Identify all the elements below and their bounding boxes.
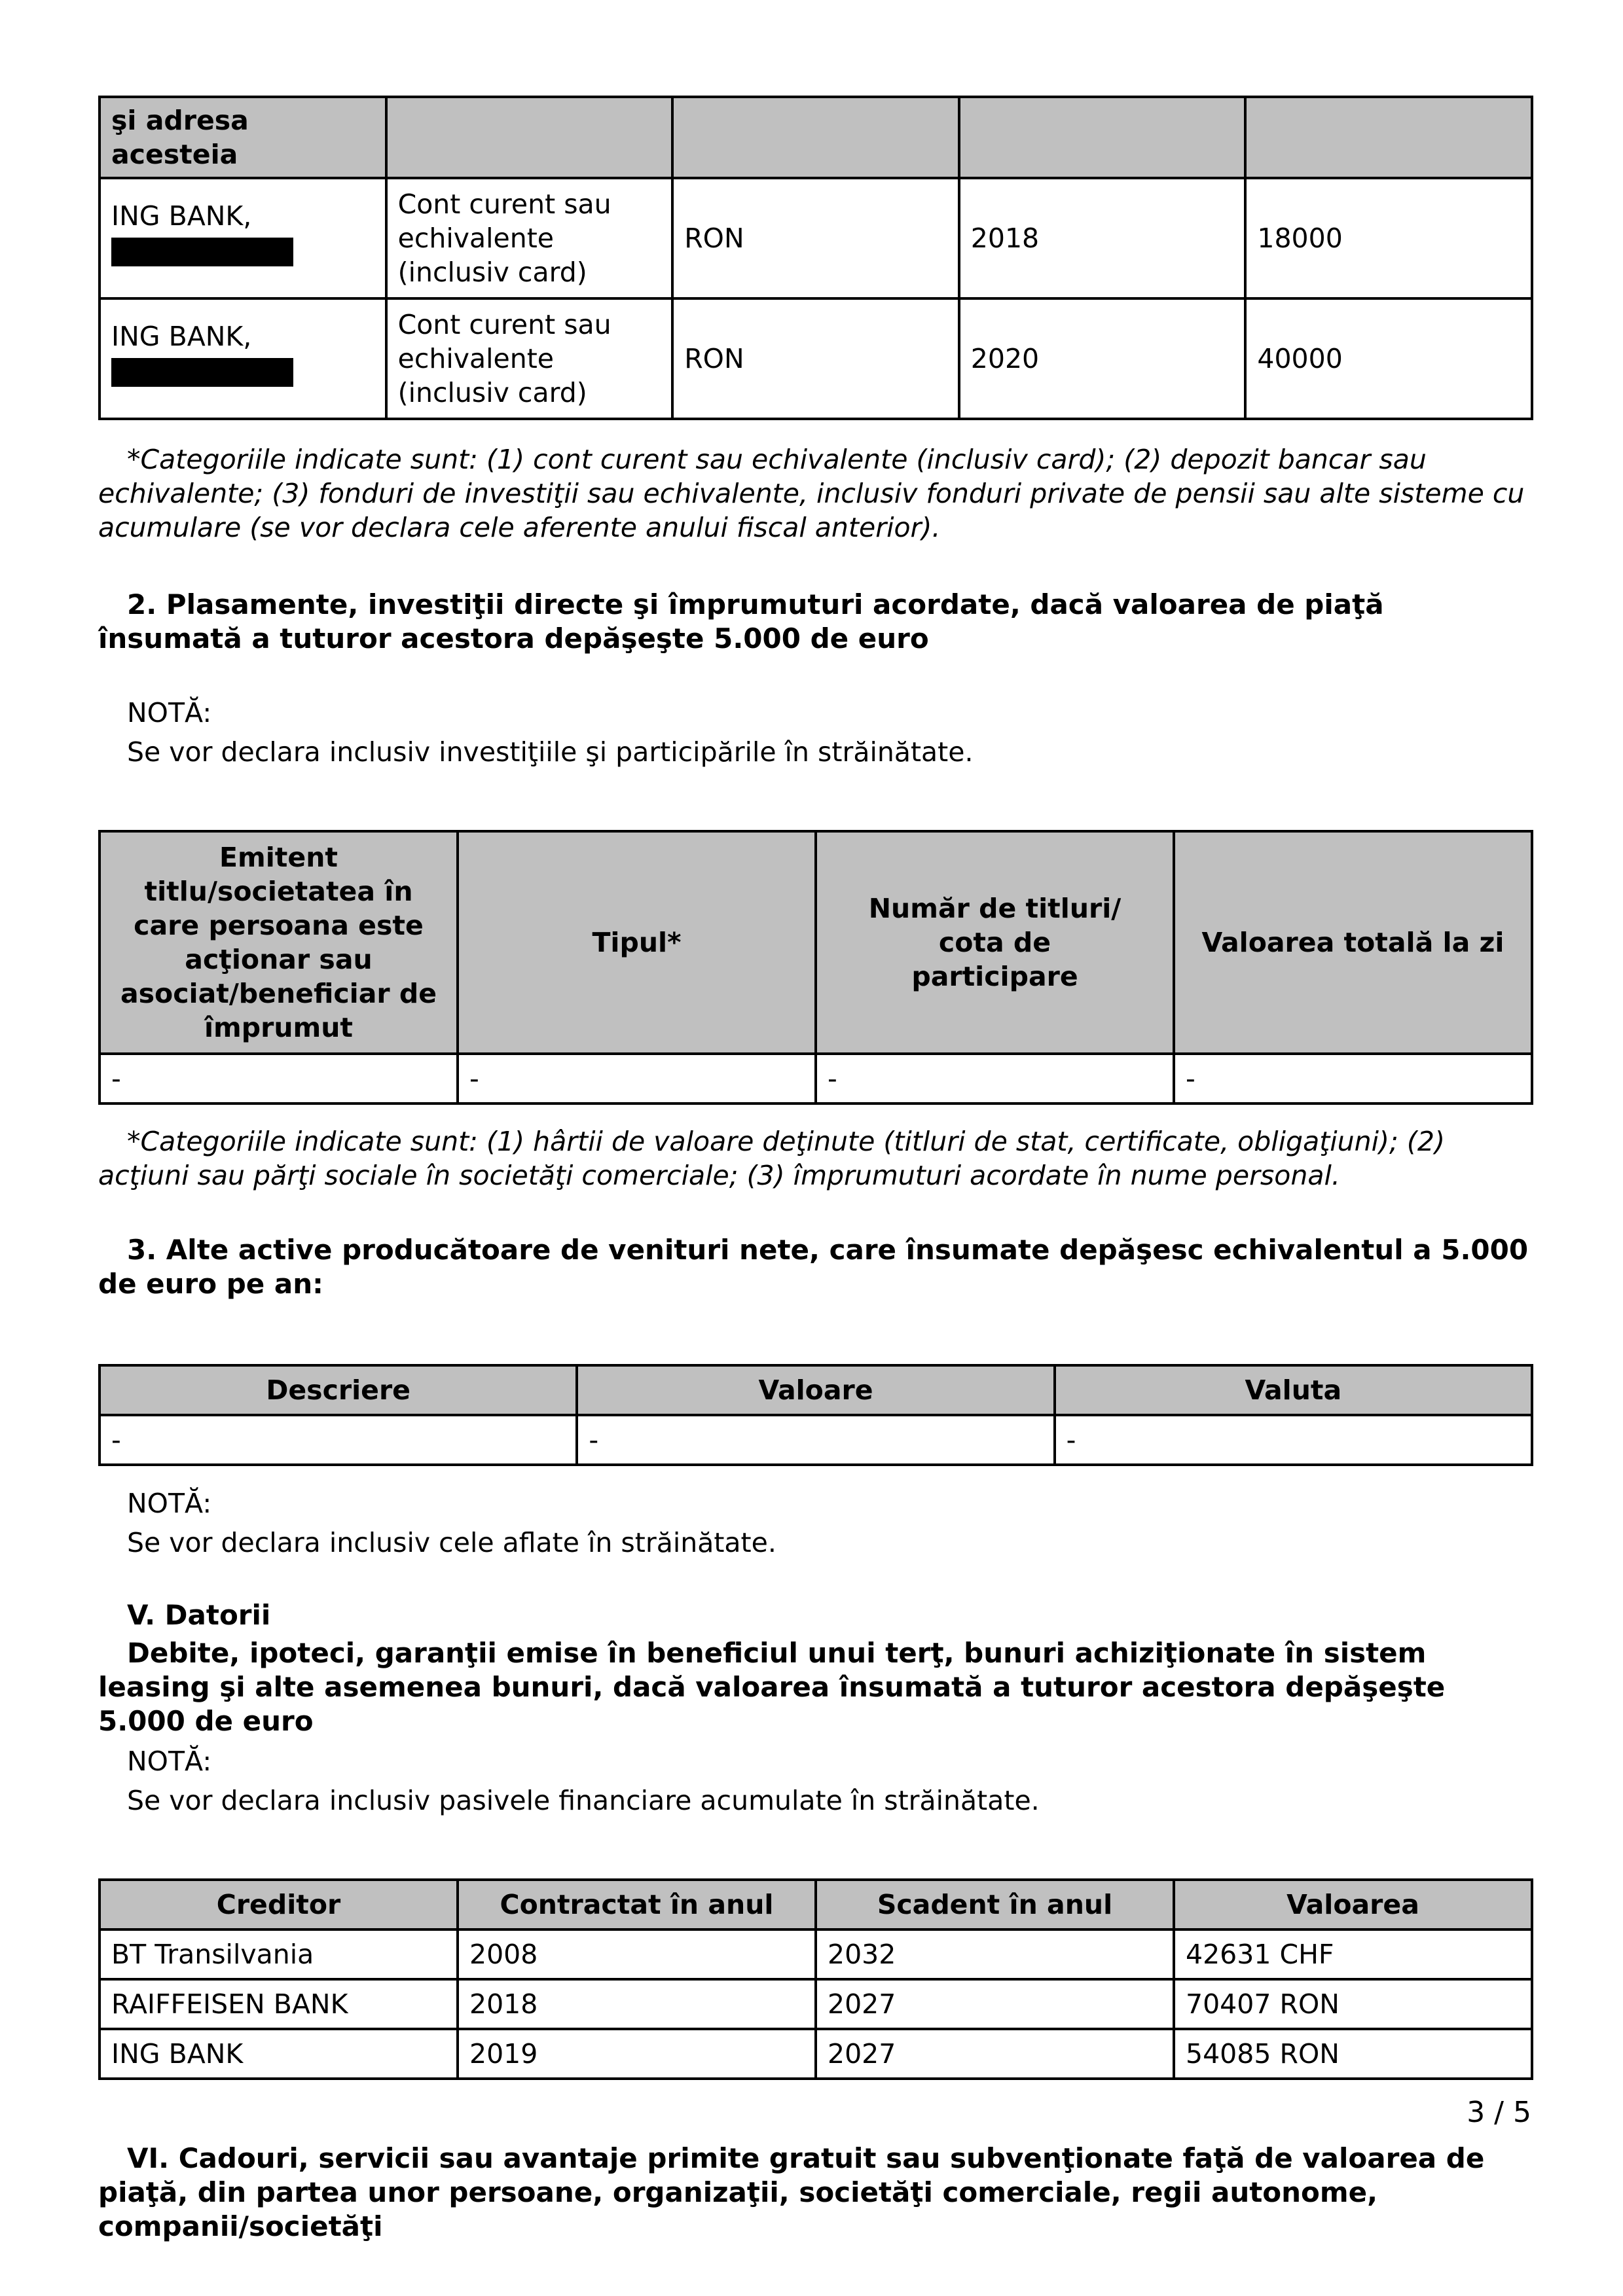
section-5-subtitle: Debite, ipoteci, garanţii emise în beneficiul unui terţ, bunuri achiziţionate în sistem leasing şi alte asemenea bunuri, dacă valoarea însumată a tuturor acestora depăşeşte 5.000 de euro: [98, 1637, 1446, 1737]
table-cell: -: [101, 1055, 456, 1102]
account-year: 2020: [960, 300, 1245, 418]
section-5-nota-label: NOTĂ:: [127, 1746, 212, 1777]
account-value: 18000: [1247, 179, 1531, 297]
creditor-cell: RAIFFEISEN BANK: [101, 1981, 456, 2028]
contracted-cell: 2008: [459, 1931, 814, 1978]
account-currency: RON: [674, 179, 958, 297]
debts-table: [98, 1878, 1533, 2080]
section-6-title: VI. Cadouri, servicii sau avantaje primite gratuit sau subvenţionate faţă de valoarea de piaţă, din partea unor persoane, organizaţii, societăţi comerciale, regii autonome, companii/societăţi: [98, 2142, 1485, 2242]
table-cell: -: [459, 1055, 814, 1102]
bank-name: ING BANK,: [111, 200, 252, 232]
debts-header-due: Scadent în anul: [817, 1881, 1173, 1928]
debts-header-value: Valoarea: [1175, 1881, 1531, 1928]
value-cell: 54085 RON: [1175, 2030, 1531, 2077]
section-2-title: 2. Plasamente, investiţii directe şi împrumuturi acordate, dacă valoarea de piaţă însumată a tuturor acestora depăşeşte 5.000 de euro: [98, 588, 1384, 655]
table-row: [101, 1055, 1531, 1102]
table-cell: -: [578, 1416, 1053, 1463]
contracted-cell: 2019: [459, 2030, 814, 2077]
section-3-nota-text: Se vor declara inclusiv cele aflate în străinătate.: [127, 1527, 776, 1558]
table-row: [101, 1981, 1531, 2028]
investments-header-count: Număr de titluri/ cota de participare: [817, 833, 1173, 1052]
redacted-address: [111, 238, 293, 266]
section-2-nota-text: Se vor declara inclusiv investiţiile şi participările în străinătate.: [127, 736, 974, 768]
table-cell: -: [1056, 1416, 1531, 1463]
accounts-table: [98, 96, 1533, 420]
value-cell: 42631 CHF: [1175, 1931, 1531, 1978]
section-5-nota-text: Se vor declara inclusiv pasivele financiare acumulate în străinătate.: [127, 1785, 1040, 1816]
table-cell: -: [1175, 1055, 1531, 1102]
account-currency: RON: [674, 300, 958, 418]
investments-header-value: Valoarea totală la zi: [1175, 833, 1531, 1052]
other-assets-header-currency: Valuta: [1056, 1367, 1531, 1414]
table-row: [101, 1416, 1531, 1463]
investments-table: [98, 830, 1533, 1105]
table-row: [101, 300, 1531, 418]
redacted-address: [111, 358, 293, 387]
account-type: Cont curent sau echivalente (inclusiv card): [388, 300, 672, 418]
due-cell: 2032: [817, 1931, 1173, 1978]
other-assets-header-description: Descriere: [101, 1367, 575, 1414]
investments-header-type: Tipul*: [459, 833, 814, 1052]
account-type: Cont curent sau echivalente (inclusiv card): [388, 179, 672, 297]
investments-header-issuer: Emitent titlu/societatea în care persoana este acţionar sau asociat/beneficiar de împrumut: [101, 833, 456, 1052]
creditor-cell: ING BANK: [101, 2030, 456, 2077]
accounts-header: şi adresa acesteia: [101, 98, 385, 177]
contracted-cell: 2018: [459, 1981, 814, 2028]
creditor-cell: BT Transilvania: [101, 1931, 456, 1978]
section-2-nota-label: NOTĂ:: [127, 697, 212, 728]
section-3-title: 3. Alte active producătoare de venituri nete, care însumate depăşesc echivalentul a 5.000 de euro pe an:: [98, 1234, 1529, 1300]
due-cell: 2027: [817, 1981, 1173, 2028]
table-row: [101, 179, 1531, 297]
account-year: 2018: [960, 179, 1245, 297]
section-5-title: V. Datorii: [127, 1599, 271, 1631]
investments-footnote: *Categoriile indicate sunt: (1) hârtii de valoare deţinute (titluri de stat, certificate, obligaţiuni); (2) acţiuni sau părţi sociale în societăţi comerciale; (3) împrumuturi acordate în nume personal.: [98, 1126, 1445, 1191]
page-number: 3 / 5: [1467, 2096, 1531, 2129]
other-assets-table: [98, 1364, 1533, 1466]
table-cell: -: [817, 1055, 1173, 1102]
debts-header-creditor: Creditor: [101, 1881, 456, 1928]
section-3-nota-label: NOTĂ:: [127, 1488, 212, 1519]
table-row: [101, 2030, 1531, 2077]
table-cell: -: [101, 1416, 575, 1463]
value-cell: 70407 RON: [1175, 1981, 1531, 2028]
due-cell: 2027: [817, 2030, 1173, 2077]
accounts-footnote: *Categoriile indicate sunt: (1) cont curent sau echivalente (inclusiv card); (2) depozit bancar sau echivalente; (3) fonduri de investiţii sau echivalente, inclusiv fonduri private de pensii sau alte sisteme cu acumulare (se vor declara cele aferente anului fiscal anterior).: [98, 444, 1525, 543]
table-row: [101, 1931, 1531, 1978]
account-value: 40000: [1247, 300, 1531, 418]
debts-header-contracted: Contractat în anul: [459, 1881, 814, 1928]
bank-name: ING BANK,: [111, 321, 252, 352]
other-assets-header-value: Valoare: [578, 1367, 1053, 1414]
